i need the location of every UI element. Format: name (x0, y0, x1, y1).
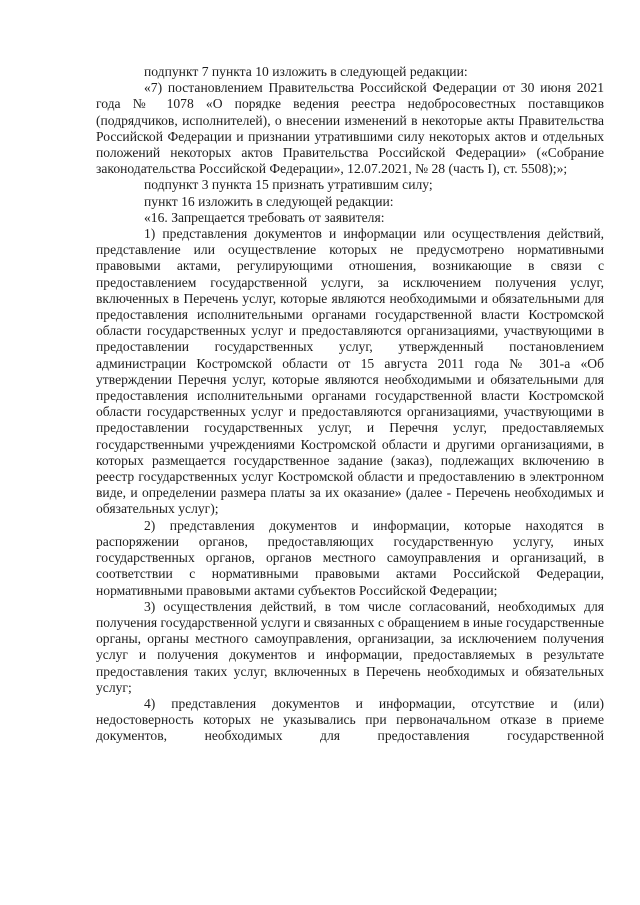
paragraph-resolution-1078: «7) постановлением Правительства Российской Федерации от 30 июня 2021 года № 1078 «О порядке ведения реестра недобросовестных поставщиков (подрядчиков, исполнителей), о внесении изменений в некоторые акты Правительства Российской Федерации и признании утратившими силу некоторых актов и отдельных положений некоторых актов Правительства Российской Федерации» («Собрание законодательства Российской Федерации», 12.07.2021, № 28 (часть I), ст. 5508);»; (96, 80, 604, 177)
paragraph-point-16-intro: пункт 16 изложить в следующей редакции: (144, 193, 394, 209)
paragraph-item-3: 3) осуществления действий, в том числе согласований, необходимых для получения государственной услуги и связанных с обращением в иные государственные органы, органы местного самоуправления, организации, за исключением получения услуг и получения документов и информации, предоставляемых в результате предоставления таких услуг, включенных в Перечень необходимых и обязательных услуг; (96, 598, 604, 695)
paragraph-item-1: 1) представления документов и информации или осуществления действий, представление или осуществление которых не предусмотрено нормативными правовыми актами, регулирующими отношения, возникающие в связи с предоставлением государственной услуги, за исключением получения услуг, включенных в Перечень услуг, которые являются необходимыми и обязательными для предоставления исполнительными органами государственной власти Костромской области государственных услуг и предоставляются организациями, участвующими в предоставлении государственных услуг, утвержденный постановлением администрации Костромской области от 15 августа 2011 года № 301-а «Об утверждении Перечня услуг, которые являются необходимыми и обязательными для предоставления исполнительными органами государственной власти Костромской области государственных услуг и предоставляются организациями, участвующими в предоставлении государственных услуг, и Перечня услуг, предоставляемых государственными учреждениями Костромской области и другими организациями, в которых размещается государственное задание (заказ), подлежащих включению в реестр государственных услуг Костромской области и предоставлению в электронном виде, и определении размера платы за их оказание» (далее - Перечень необходимых и обязательных услуг); (96, 226, 604, 517)
paragraph-item-2: 2) представления документов и информации, которые находятся в распоряжении органов, предоставляющих государственную услугу, иных государственных органов, органов местного самоуправления и организаций, в соответствии с нормативными правовыми актами Российской Федерации, нормативными правовыми актами субъектов Российской Федерации; (96, 517, 604, 598)
paragraph-subpoint-3-void: подпункт 3 пункта 15 признать утратившим силу; (144, 177, 433, 193)
document-page (96, 64, 604, 745)
paragraph-point-16-heading: «16. Запрещается требовать от заявителя: (144, 209, 385, 225)
paragraph-item-4: 4) представления документов и информации, отсутствие и (или) недостоверность которых не указывались при первоначальном отказе в приеме документов, необходимых для предоставления государственной (96, 695, 604, 744)
paragraph-subpoint-7: подпункт 7 пункта 10 изложить в следующей редакции: (144, 64, 468, 79)
